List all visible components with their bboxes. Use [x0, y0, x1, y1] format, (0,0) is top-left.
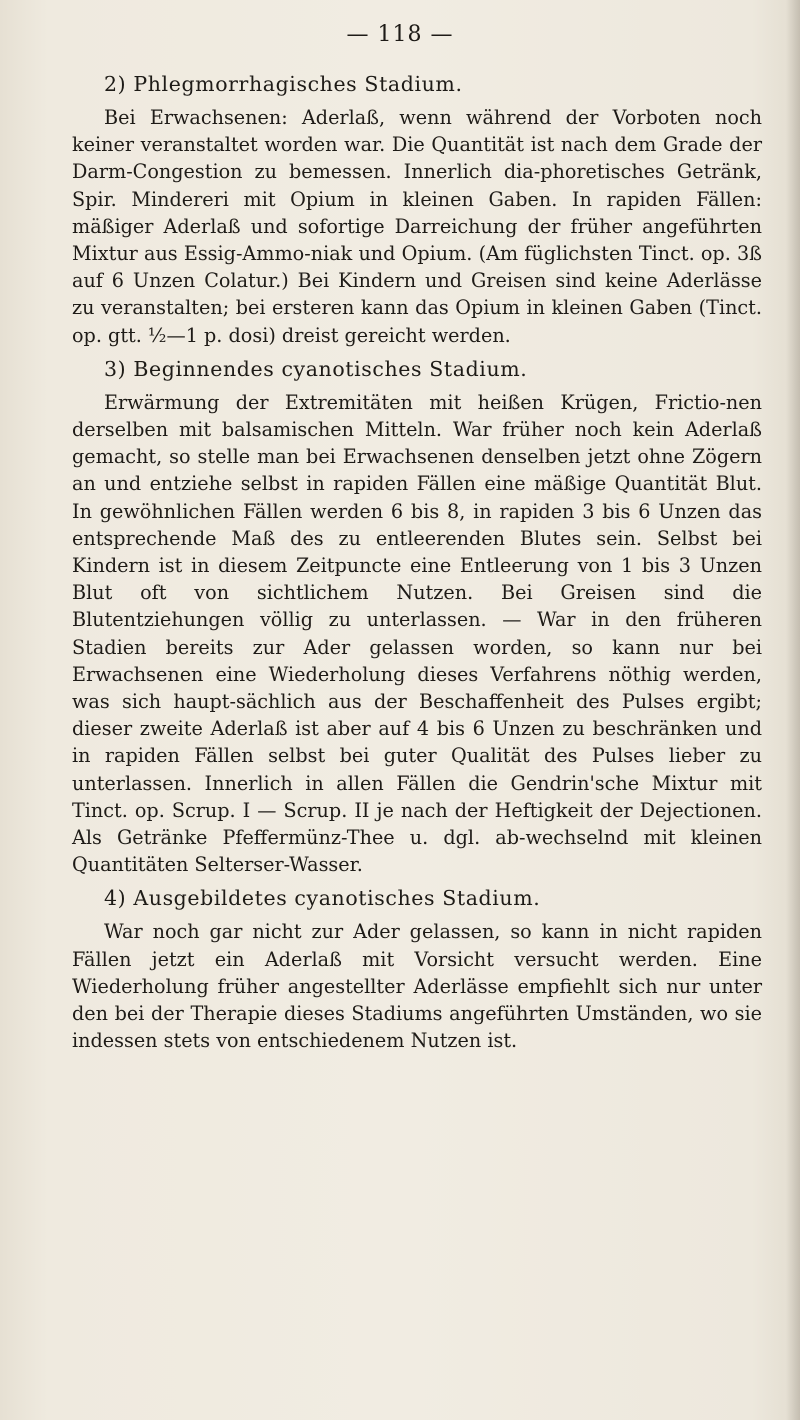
paragraph-beginning-cyanotic: Erwärmung der Extremitäten mit heißen Krügen, Frictio-nen derselben mit balsamischen Mitteln. War früher noch kein Aderlaß gemacht, so stelle man bei Erwachsenen denselben jetzt ohne Zögern an und entziehe selbst in rapiden Fällen eine mäßige Quantität Blut. In gewöhnlichen Fällen werden 6 bis 8, in rapiden 3 bis 6 Unzen das entsprechende Maß des zu entleerenden Blutes sein. Selbst bei Kindern ist in diesem Zeitpuncte eine Entleerung von 1 bis 3 Unzen Blut oft von sichtlichem Nutzen. Bei Greisen sind die Blutentziehungen völlig zu unterlassen. — War in den früheren Stadien bereits zur Ader gelassen worden, so kann nur bei Erwachsenen eine Wiederholung dieses Verfahrens nöthig werden, was sich haupt-sächlich aus der Beschaffenheit des Pulses ergibt; dieser zweite Aderlaß ist aber auf 4 bis 6 Unzen zu beschränken und in rapiden Fällen selbst bei guter Qualität des Pulses lieber zu unterlassen. Innerlich in allen Fällen die Gendrin'sche Mixtur mit Tinct. op. Scrup. I — Scrup. II je nach der Heftigkeit der Dejectionen. Als Getränke Pfeffermünz-Thee u. dgl. ab-wechselnd mit kleinen Quantitäten Selterser-Wasser. — [72, 390, 762, 877]
page-number: — 118 — — [346, 22, 454, 47]
section-heading-phlegmorrhagic: 2) Phlegmorrhagisches Stadium. — [104, 72, 463, 96]
text-block — [72, 68, 762, 1059]
section-heading-beginning-cyanotic: 3) Beginnendes cyanotisches Stadium. — [104, 356, 528, 381]
section-heading-developed-cyanotic: 4) Ausgebildetes cyanotisches Stadium. — [104, 886, 541, 911]
paragraph-developed-cyanotic: War noch gar nicht zur Ader gelassen, so kann in nicht rapiden Fällen jetzt ein Aderlaß mit Vorsicht versucht werden. Eine Wiederholung früher angestellter Aderlässe empfiehlt sich nur unter den bei der Therapie dieses Stadiums angeführten Umständen, wo sie indessen stets von entschiedenem Nutzen ist. — [72, 920, 762, 1053]
page-edge-shadow — [786, 0, 800, 1420]
paragraph-phlegmorrhagic: Bei Erwachsenen: Aderlaß, wenn während der Vorboten noch keiner veranstaltet worden war. Die Quantität ist nach dem Grade der Darm-Congestion zu bemessen. Innerlich dia-phoretisches Getränk, Spir. Mindereri mit Opium in kleinen Gaben. In rapiden Fällen: mäßiger Aderlaß und sofortige Darreichung der früher angeführten Mixtur aus Essig-Ammo-niak und Opium. (Am füglichsten Tinct. op. 3ß auf 6 Unzen Colatur.) Bei Kindern und Greisen sind keine Aderlässe zu veranstalten; bei ersteren kann das Opium in kleinen Gaben (Tinct. op. gtt. ½—1 p. dosi) dreist gereicht werden. — [72, 106, 762, 347]
